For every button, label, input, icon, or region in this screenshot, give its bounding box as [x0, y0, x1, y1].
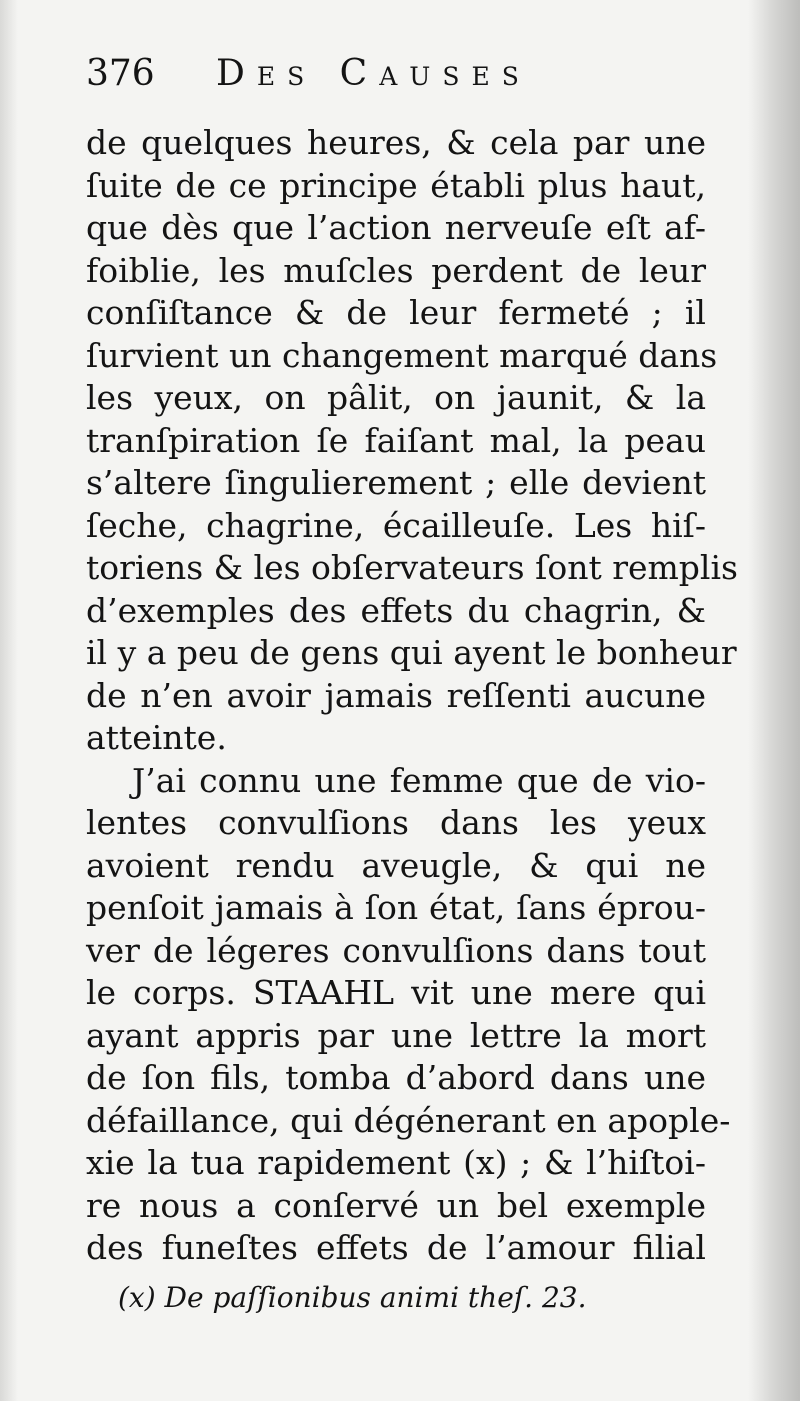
text-line: défaillance, qui dégénerant en apople-	[86, 1100, 731, 1140]
text-line: tranſpiration ſe faiſant mal, la peau	[86, 420, 706, 460]
text-line: re nous a conſervé un bel exemple	[86, 1185, 706, 1225]
text-line: que dès que l’action nerveuſe eſt af-	[86, 208, 706, 247]
text-line: des funeſtes effets de l’amour filial	[86, 1228, 706, 1267]
text-line: ſeche, chagrine, écailleuſe. Les hiſ-	[86, 505, 706, 545]
text-line: d’exemples des effets du chagrin, &	[86, 590, 706, 630]
text-line: ſuite de ce principe établi plus haut,	[86, 165, 706, 205]
text-line: de ſon fils, tomba d’abord dans une	[86, 1058, 706, 1097]
text-line-paragraph-end: atteinte.	[86, 718, 227, 757]
text-line: de quelques heures, & cela par une	[86, 123, 706, 162]
page-edge-shadow	[748, 0, 800, 1401]
text-line: lentes convulſions dans les yeux	[86, 803, 706, 842]
text-line: foiblie, les muſcles perdent de leur	[86, 250, 706, 290]
text-line: ayant appris par une lettre la mort	[86, 1015, 706, 1055]
text-line: conſiſtance & de leur fermeté ; il	[86, 293, 706, 332]
text-line: avoient rendu aveugle, & qui ne	[86, 845, 706, 885]
text-line-paragraph-start: J’ai connu une femme que de vio-	[132, 760, 706, 800]
text-line: toriens & les obſervateurs ſont remplis	[86, 548, 738, 587]
text-line: le corps. STAAHL vit une mere qui	[86, 973, 706, 1012]
text-line: xie la tua rapidement (x) ; & l’hiſtoi-	[86, 1143, 706, 1182]
text-line: ſurvient un changement marqué dans	[86, 335, 718, 375]
text-line: ver de légeres convulſions dans tout	[86, 930, 706, 970]
page-header	[86, 48, 706, 100]
page-gutter-shadow	[0, 0, 18, 1401]
running-head: Des Causes	[216, 53, 531, 94]
text-line: les yeux, on pâlit, on jaunit, & la	[86, 378, 706, 417]
body-text	[86, 122, 738, 1270]
text-line: s’altere ſingulierement ; elle devient	[86, 463, 706, 502]
footnote: (x) De paſſionibus animi theſ. 23.	[118, 1281, 587, 1314]
text-line: penſoit jamais à ſon état, ſans éprou-	[86, 888, 706, 927]
page-number: 376	[86, 53, 155, 94]
text-line: de n’en avoir jamais reſſenti aucune	[86, 675, 706, 715]
text-line: il y a peu de gens qui ayent le bonheur	[86, 633, 737, 672]
